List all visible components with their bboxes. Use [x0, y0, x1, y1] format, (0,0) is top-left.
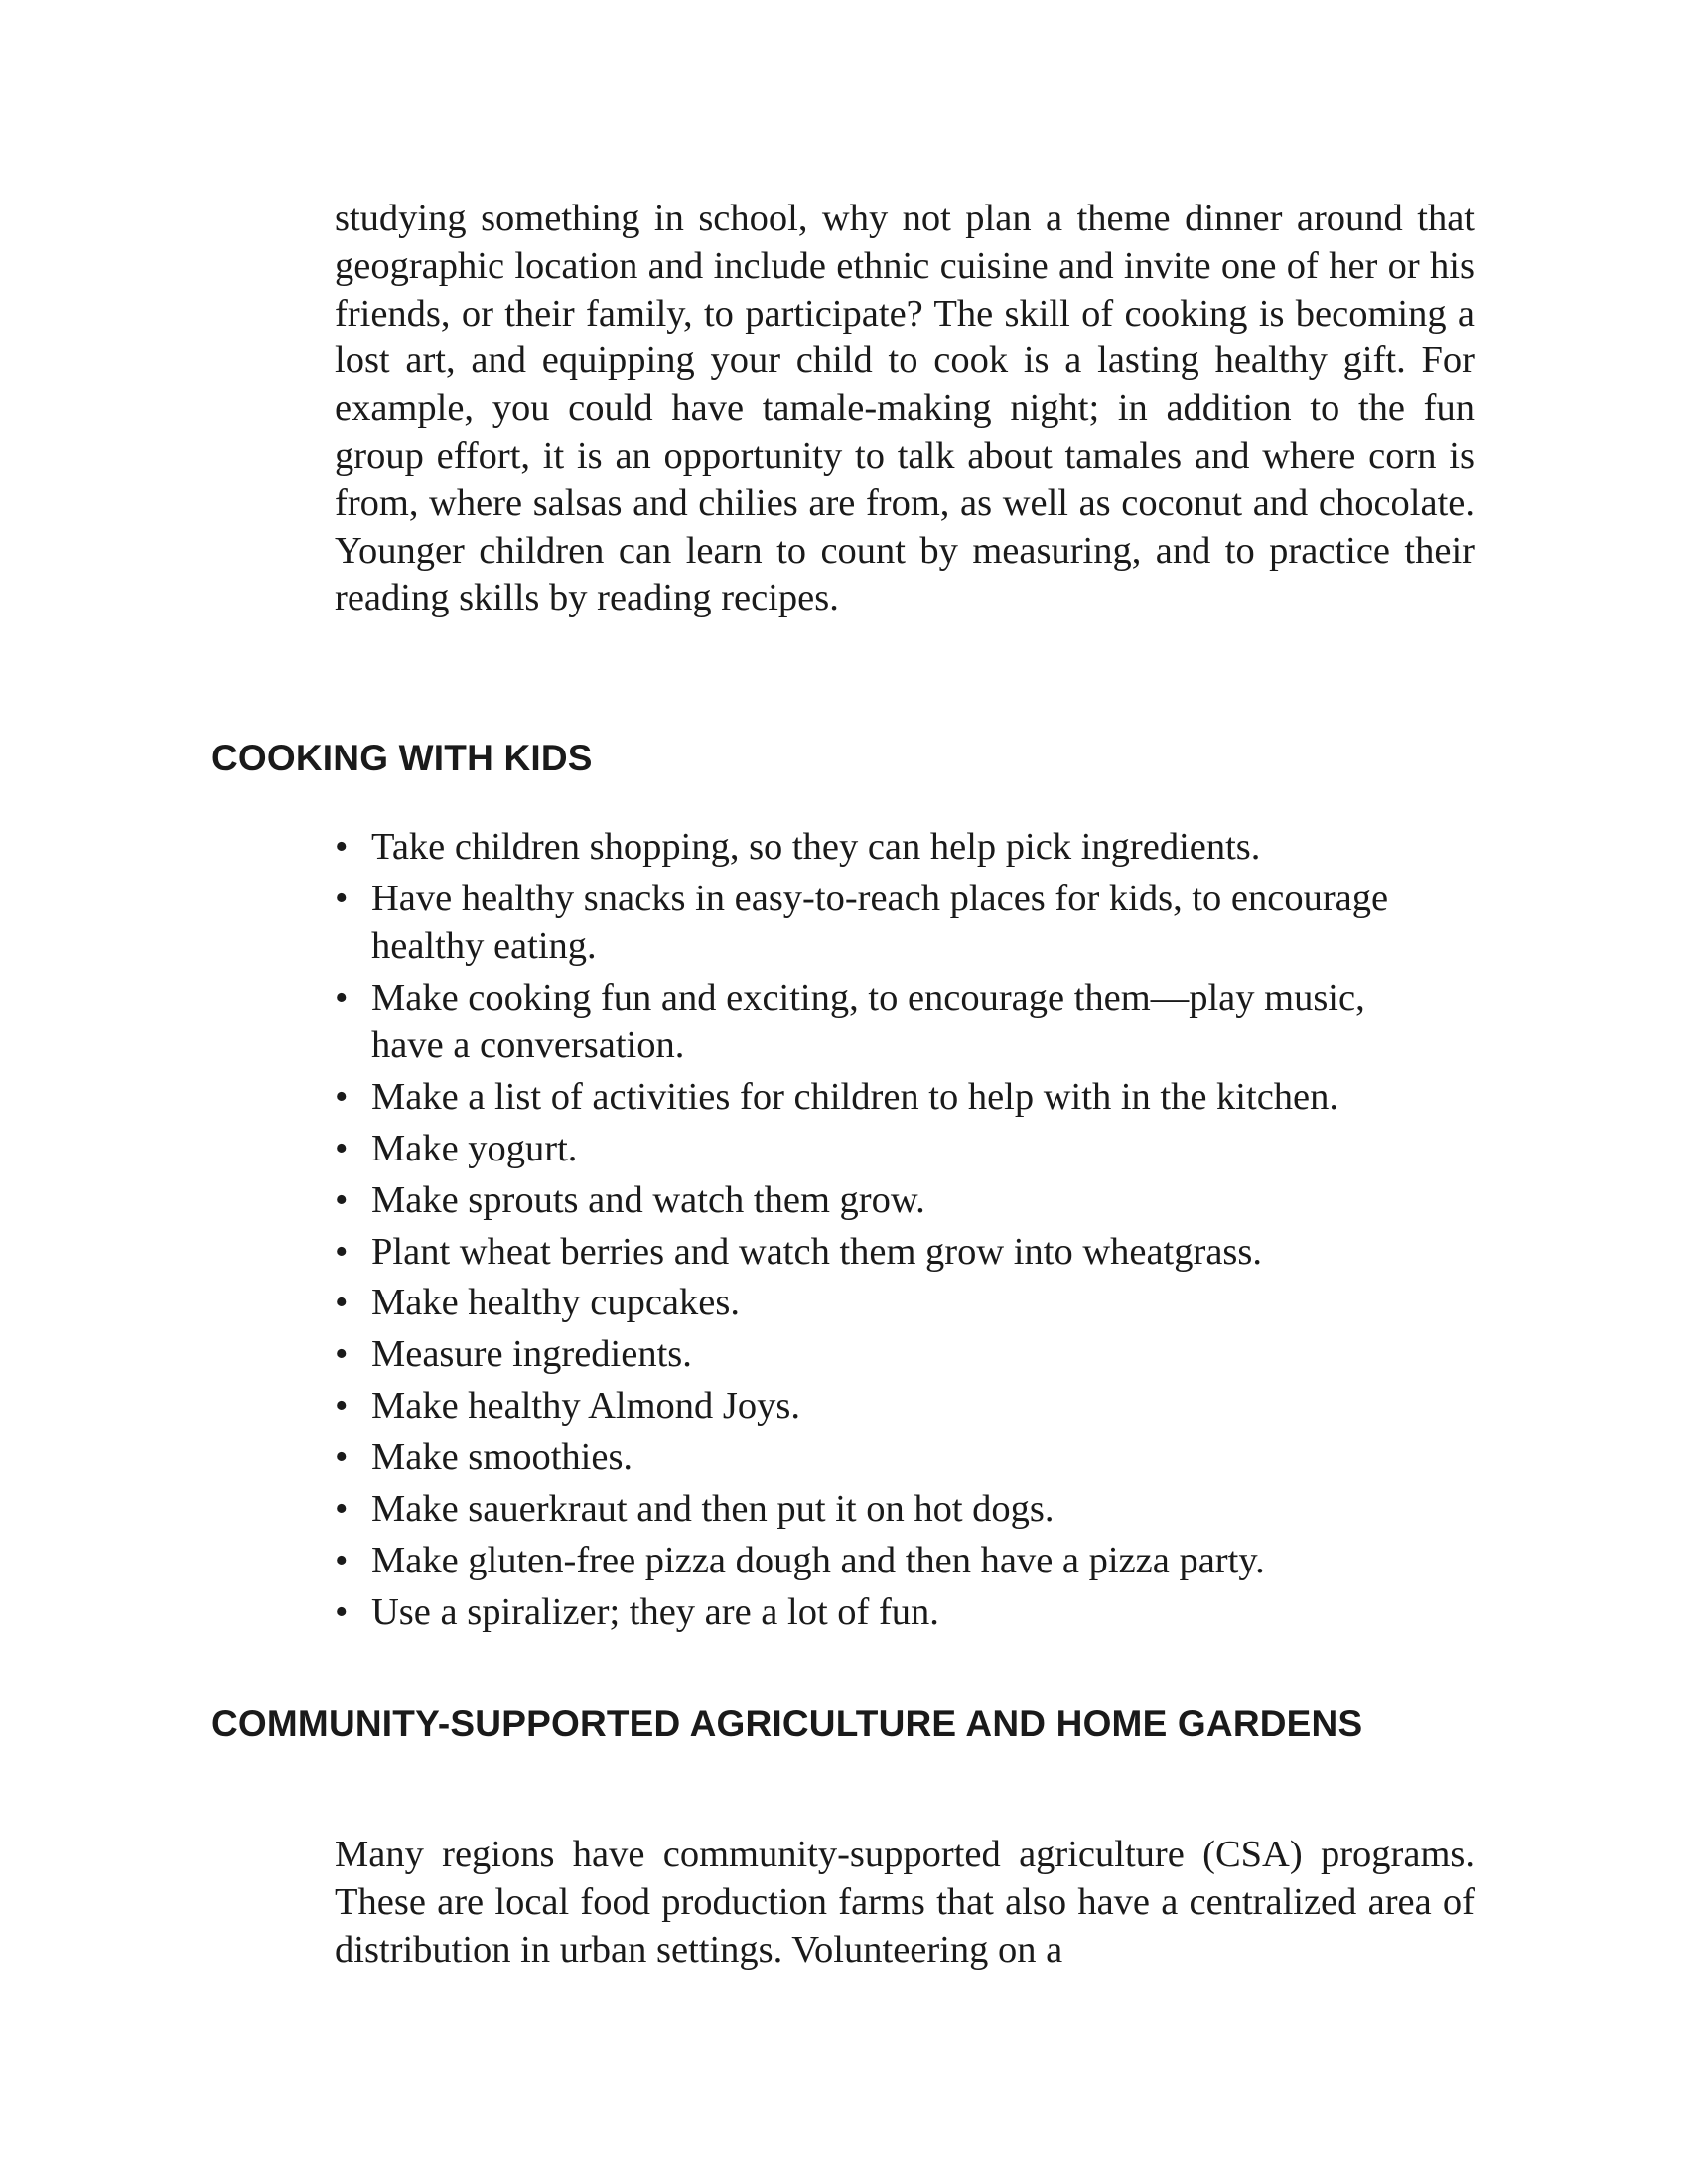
list-item-text: Use a spiralizer; they are a lot of fun.	[371, 1591, 939, 1634]
list-item-text: Make cooking fun and exciting, to encourage them—play music, have a conversation.	[371, 976, 1365, 1066]
list-item	[335, 1126, 1424, 1173]
bullet-icon: •	[335, 1333, 349, 1376]
list-item	[335, 1177, 1424, 1225]
list-item	[335, 1331, 1424, 1379]
list-item-text: Make smoothies.	[371, 1436, 633, 1479]
bullet-icon: •	[335, 826, 349, 868]
list-item	[335, 975, 1424, 1070]
list-item	[335, 1486, 1424, 1534]
list-item	[335, 1280, 1424, 1327]
list-item-text: Make a list of activities for children to help with in the kitchen.	[371, 1075, 1339, 1118]
bullet-icon: •	[335, 1075, 349, 1118]
bullet-icon: •	[335, 1178, 349, 1221]
list-item	[335, 1589, 1424, 1637]
bullet-icon: •	[335, 1436, 349, 1479]
section-heading-cooking-with-kids: COOKING WITH KIDS	[211, 738, 593, 778]
bullet-icon: •	[335, 877, 349, 919]
list-item-text: Make healthy cupcakes.	[371, 1282, 740, 1324]
list-item-text: Plant wheat berries and watch them grow into wheatgrass.	[371, 1230, 1263, 1273]
list-item	[335, 1229, 1424, 1277]
list-item-text: Make healthy Almond Joys.	[371, 1385, 801, 1428]
bullet-icon: •	[335, 1385, 349, 1428]
list-item-text: Measure ingredients.	[371, 1333, 692, 1376]
list-item	[335, 1538, 1424, 1585]
bullet-icon: •	[335, 1127, 349, 1169]
list-item	[335, 1434, 1424, 1482]
cooking-tips-list	[335, 824, 1477, 1641]
list-item-text: Make sprouts and watch them grow.	[371, 1178, 925, 1221]
list-item-text: Have healthy snacks in easy-to-reach places for kids, to encourage healthy eating.	[371, 877, 1389, 967]
list-item-text: Make yogurt.	[371, 1127, 578, 1169]
list-item-text: Make gluten-free pizza dough and then have a pizza party.	[371, 1540, 1265, 1582]
bullet-icon: •	[335, 1282, 349, 1324]
bullet-icon: •	[335, 1540, 349, 1582]
bullet-icon: •	[335, 1488, 349, 1531]
list-item-text: Take children shopping, so they can help pick ingredients.	[371, 826, 1261, 868]
csa-paragraph: Many regions have community-supported agriculture (CSA) programs. These are local food production farms that also have a centralized area of distribution in urban settings. Volunteering on a	[335, 1834, 1475, 1971]
list-item	[335, 1074, 1424, 1122]
bullet-icon: •	[335, 1230, 349, 1273]
list-item	[335, 1383, 1424, 1431]
bullet-icon: •	[335, 976, 349, 1019]
list-item	[335, 824, 1424, 872]
list-item	[335, 876, 1424, 971]
bullet-icon: •	[335, 1591, 349, 1634]
list-item-text: Make sauerkraut and then put it on hot dogs.	[371, 1488, 1055, 1531]
intro-paragraph: studying something in school, why not plan a theme dinner around that geographic location and include ethnic cuisine and invite one of her or his friends, or their family, to participate? The skill of cooking is becoming a lost art, and equipping your child to cook is a lasting healthy gift. For example, you could have tamale-making night; in addition to the fun group effort, it is an opportunity to talk about tamales and where corn is from, where salsas and chilies are from, as well as coconut and chocolate. Younger children can learn to count by measuring, and to practice their reading skills by reading recipes.	[335, 198, 1475, 619]
section-heading-community-supported-agriculture: COMMUNITY-SUPPORTED AGRICULTURE AND HOME GARDENS	[211, 1704, 1363, 1744]
